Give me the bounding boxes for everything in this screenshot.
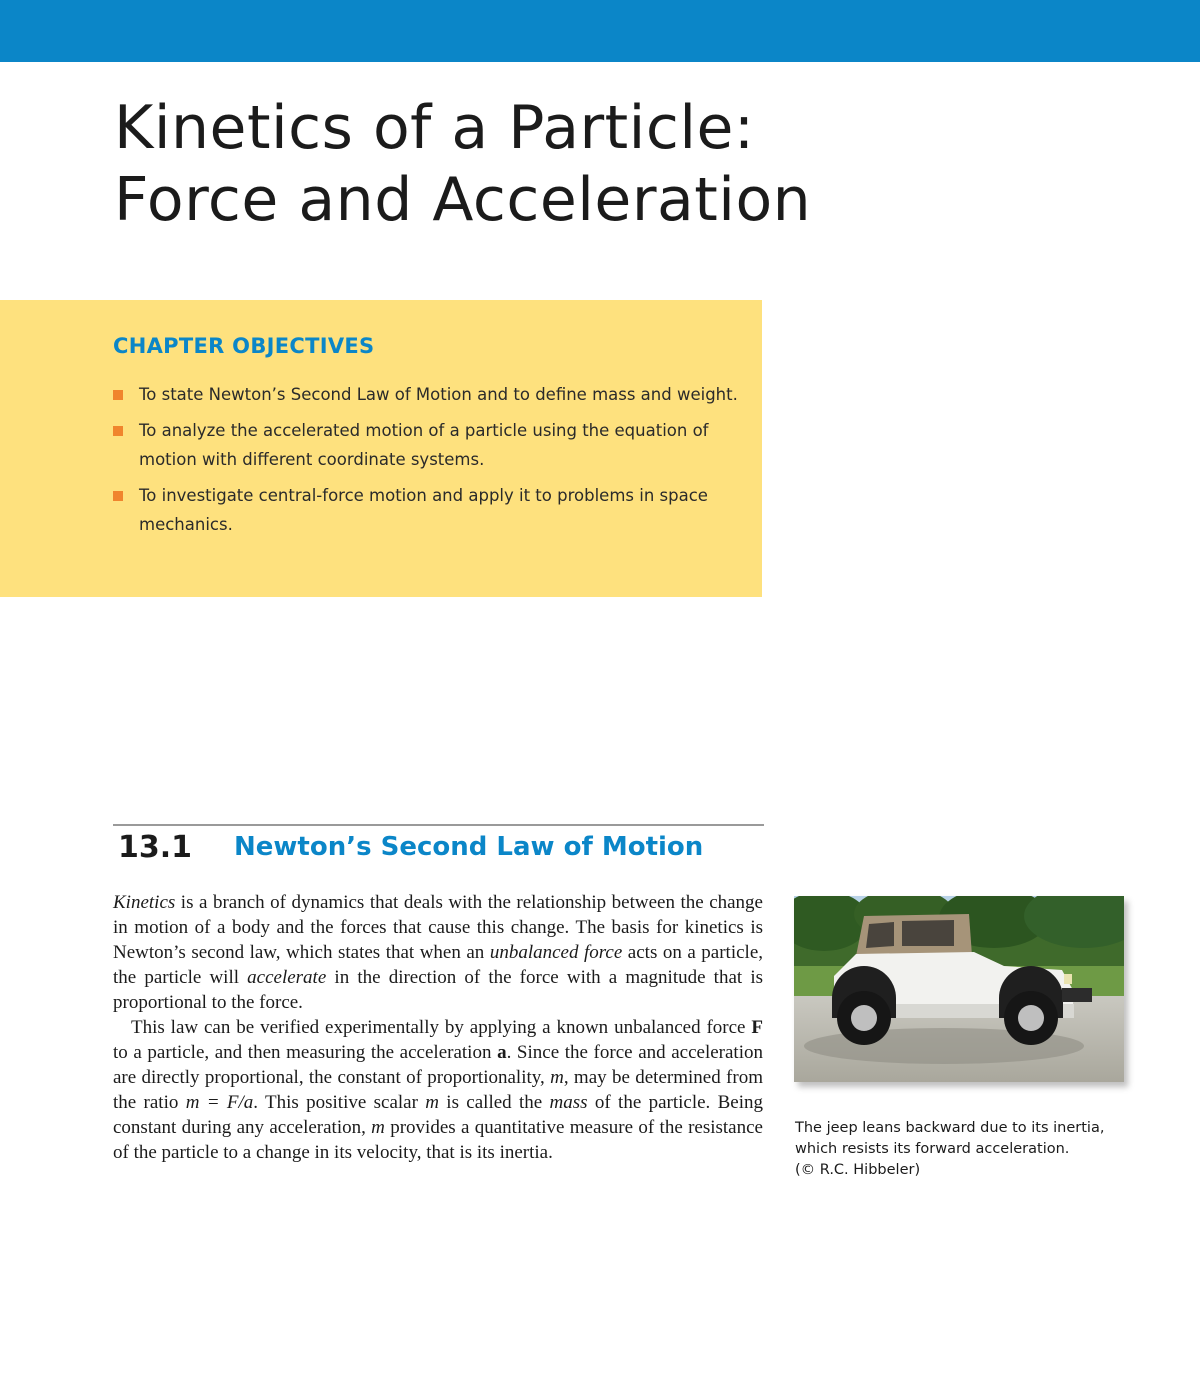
objective-text: To state Newton’s Second Law of Motion and to define mass and weight. (139, 385, 738, 404)
body-paragraph-1: Kinetics is a branch of dynamics that deals with the relationship between the change in motion of a body and the forces that cause this change. The basis for kinetics is Newton’s second law, which states that when an unbalanced force acts on a particle, the particle will accelerate in the direction of the force with a magnitude that is proportional to the force. (113, 892, 764, 1013)
body-paragraph-2: This law can be verified experimentally by applying a known unbalanced force F to a particle, and then measuring the acceleration a. Since the force and acceleration are directly proportional, the constant of proportionality, m, may be determined from the ratio m = F/a. This positive scalar m is called the mass of the particle. Being constant during any acceleration, m provides a quantitative measure of the resistance of the particle to a change in its velocity, that is its inertia. (113, 1017, 764, 1163)
objective-item (113, 416, 739, 474)
section-title: Newton’s Second Law of Motion (234, 832, 704, 862)
objective-item (113, 380, 739, 409)
square-bullet-icon (113, 426, 123, 436)
objectives-list (113, 380, 739, 546)
square-bullet-icon (113, 390, 123, 400)
jeep-illustration (794, 896, 1124, 1082)
objective-item (113, 481, 739, 539)
objective-text: To investigate central-force motion and apply it to problems in space mechanics. (139, 486, 708, 534)
square-bullet-icon (113, 491, 123, 501)
objectives-heading: CHAPTER OBJECTIVES (113, 334, 375, 358)
figure-caption: The jeep leans backward due to its inertia, which resists its forward acceleration. (© R.C. Hibbeler) (795, 1120, 1105, 1178)
section-divider (113, 824, 764, 826)
chapter-title-line-2: Force and Acceleration (114, 165, 812, 235)
chapter-title (114, 92, 811, 236)
objective-text: To analyze the accelerated motion of a particle using the equation of motion with different coordinate systems. (139, 421, 709, 469)
section-number: 13.1 (118, 830, 193, 865)
chapter-title-line-1: Kinetics of a Particle: (114, 93, 755, 163)
jeep-photo (794, 896, 1124, 1082)
section-body (113, 890, 763, 1165)
header-bar (0, 0, 1200, 62)
